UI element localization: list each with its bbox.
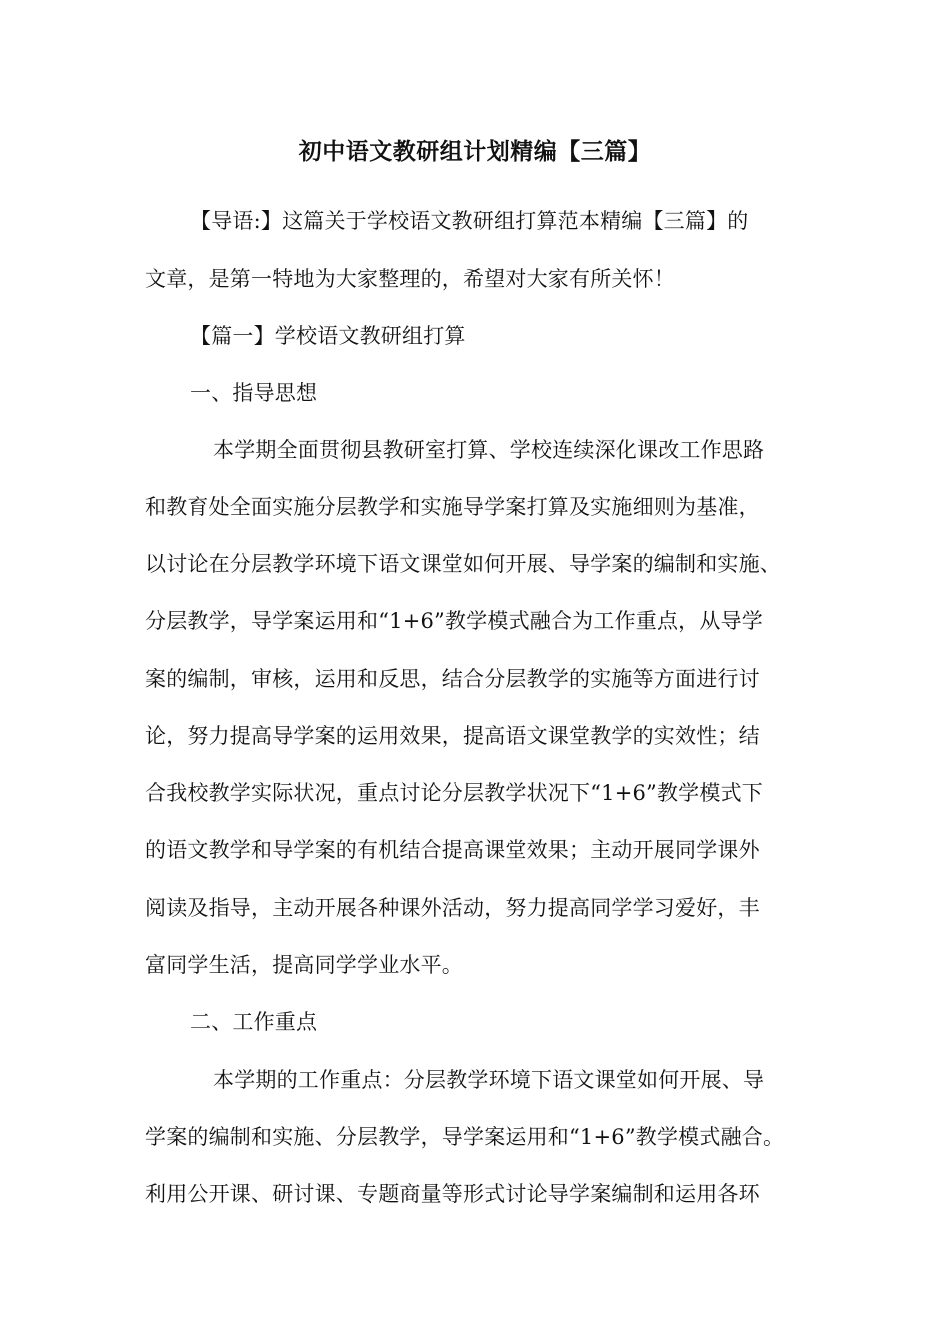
- paragraph-line: 利用公开课、研讨课、专题商量等形式讨论导学案编制和运用各环: [145, 1182, 760, 1206]
- paragraph-line: 合我校教学实际状况，重点讨论分层教学状况下“1+6”教学模式下: [145, 781, 763, 805]
- paragraph-line: 文章，是第一特地为大家整理的，希望对大家有所关怀！: [145, 267, 675, 291]
- paragraph-line: 和教育处全面实施分层教学和实施导学案打算及实施细则为基准，: [145, 495, 760, 519]
- paragraph-line: 分层教学，导学案运用和“1+6”教学模式融合为工作重点，从导学: [145, 609, 763, 633]
- paragraph-line: 富同学生活，提高同学学业水平。: [145, 953, 463, 977]
- paragraph-line: 的语文教学和导学案的有机结合提高课堂效果；主动开展同学课外: [145, 838, 760, 862]
- paragraph-line: 学案的编制和实施、分层教学，导学案运用和“1+6”教学模式融合。: [145, 1125, 785, 1149]
- subsection-heading: 二、工作重点: [190, 1010, 318, 1034]
- paragraph-line: 案的编制，审核，运用和反思，结合分层教学的实施等方面进行讨: [145, 667, 760, 691]
- paragraph-line: 本学期全面贯彻县教研室打算、学校连续深化课改工作思路: [213, 438, 765, 462]
- paragraph-line: 论，努力提高导学案的运用效果，提高语文课堂教学的实效性；结: [145, 724, 760, 748]
- section-heading: 【篇一】学校语文教研组打算: [190, 324, 466, 348]
- paragraph-line: 以讨论在分层教学环境下语文课堂如何开展、导学案的编制和实施、: [145, 552, 781, 576]
- paragraph-line: 阅读及指导，主动开展各种课外活动，努力提高同学学习爱好，丰: [145, 896, 760, 920]
- document-title: 初中语文教研组计划精编【三篇】: [298, 138, 652, 165]
- subsection-heading: 一、指导思想: [190, 381, 318, 405]
- paragraph-line: 【导语:】这篇关于学校语文教研组打算范本精编【三篇】的: [190, 209, 749, 233]
- paragraph-line: 本学期的工作重点：分层教学环境下语文课堂如何开展、导: [213, 1068, 765, 1092]
